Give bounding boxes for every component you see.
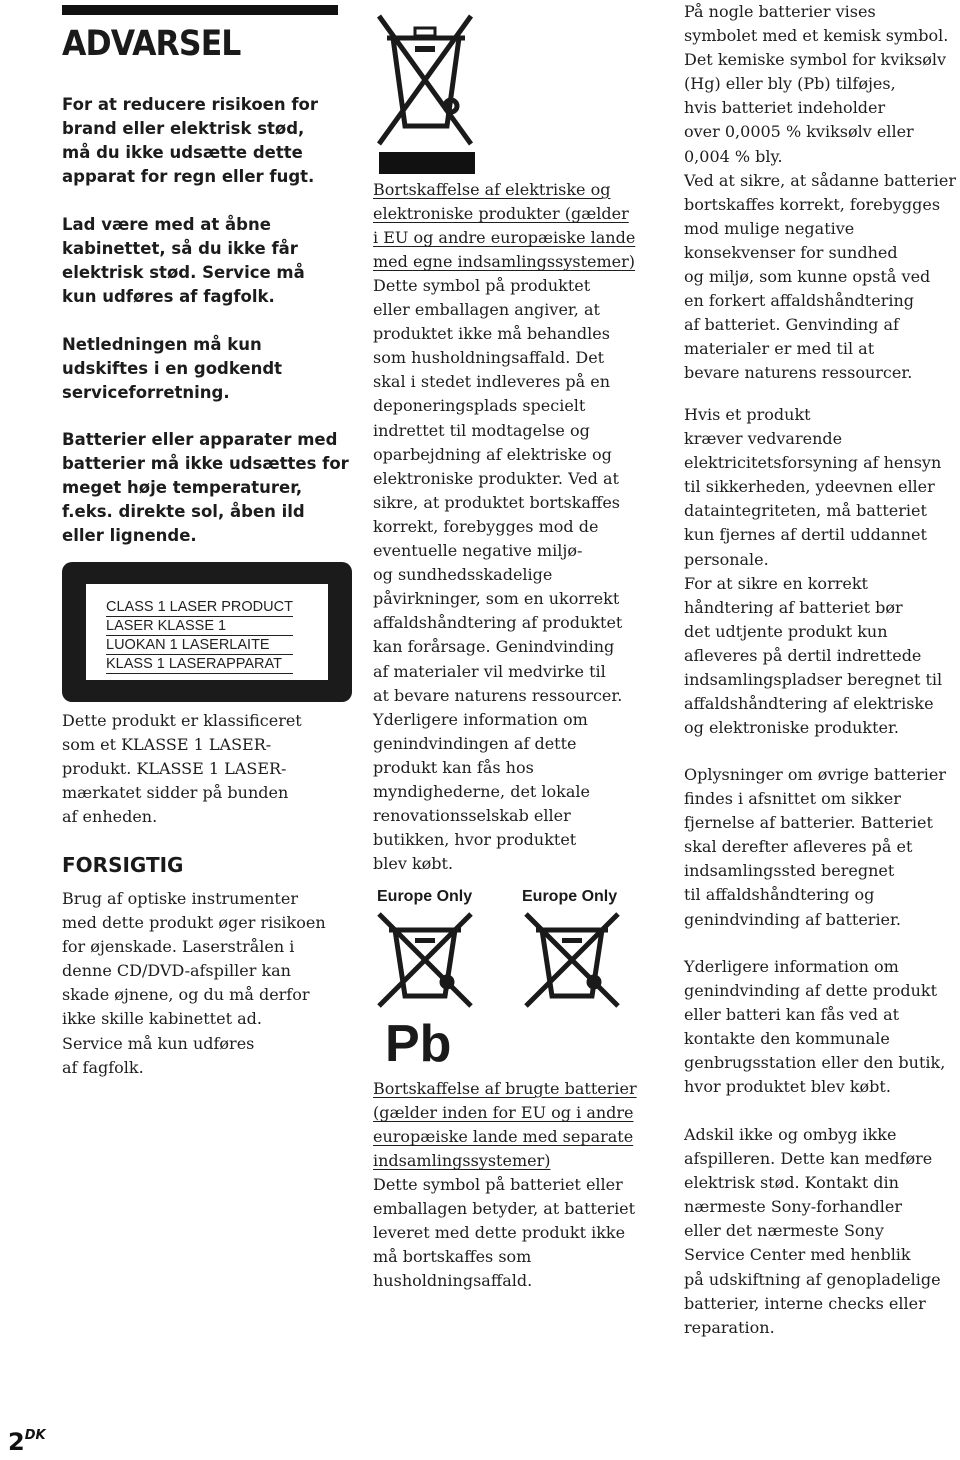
europe-only-label-right: Europe Only — [522, 888, 618, 905]
text-line: Service Center med henblik — [684, 1245, 911, 1265]
recycling-info-text — [684, 955, 945, 1100]
text-line: af batteriet. Genvinding af — [684, 315, 899, 335]
text-line: personale. — [684, 549, 769, 569]
text-line: fjernelse af batterier. Batteriet — [684, 813, 933, 833]
language-code: DK — [24, 1428, 46, 1443]
text-line: Bortskaffelse af brugte batterier — [373, 1079, 637, 1098]
text-line: På nogle batterier vises — [684, 2, 876, 21]
text-line: skal i stedet indleveres på en — [373, 372, 610, 392]
text-line: produkt. KLASSE 1 LASER- — [62, 759, 287, 779]
text-line: indrettet til modtagelse og — [373, 420, 590, 440]
text-line: eller emballagen angiver, at — [373, 300, 600, 320]
text-line: mærkatet sidder på bunden — [62, 783, 289, 803]
crossed-bin-battery-icon-2 — [522, 910, 622, 1010]
text-line: indsamlingssted beregnet — [684, 861, 895, 881]
text-line: affaldshåndtering af produktet — [373, 613, 623, 633]
text-line: af enheden. — [62, 807, 158, 827]
text-line: Dette symbol på batteriet eller — [373, 1175, 623, 1194]
text-line: indsamlingssystemer) — [373, 1151, 551, 1171]
text-line: afleveres på dertil indrettede — [684, 645, 922, 665]
text-line: For at reducere risikoen for — [62, 95, 318, 114]
text-line: myndighederne, det lokale — [373, 781, 590, 801]
text-line: reparation. — [684, 1317, 775, 1337]
text-line: konsekvenser for sundhed — [684, 242, 898, 262]
text-line: Yderligere information om — [373, 709, 588, 729]
text-line: renovationsselskab eller — [373, 806, 571, 826]
text-line: elektroniske produkter (gælder — [373, 204, 629, 224]
text-line: Lad være med at åbne — [62, 215, 271, 234]
text-line: må du ikke udsætte dette — [62, 143, 303, 162]
text-line: bortskaffes korrekt, forebygges — [684, 194, 941, 214]
text-line: CLASS 1 LASER PRODUCT — [106, 599, 293, 615]
text-line: eller det nærmeste Sony — [684, 1221, 884, 1241]
text-line: udskiftes i en godkendt — [62, 359, 283, 378]
text-line: en forkert affaldshåndtering — [684, 291, 915, 311]
battery-chemical-text — [684, 0, 956, 386]
text-line: hvor produktet blev købt. — [684, 1077, 891, 1097]
caution-heading: FORSIGTIG — [62, 853, 184, 877]
text-line: affaldshåndtering af elektriske — [684, 694, 934, 714]
text-line: emballagen betyder, at batteriet — [373, 1199, 636, 1219]
disposal-electronics-heading — [373, 178, 635, 274]
text-line: for øjenskade. Laserstrålen i — [62, 937, 295, 957]
text-line: kabinettet, så du ikke får — [62, 239, 298, 258]
text-line: genindvinding af dette produkt — [684, 981, 937, 1001]
text-line: Det kemiske symbol for kviksølv — [684, 50, 947, 70]
text-line: Ved at sikre, at sådanne batterier — [684, 170, 956, 190]
text-line: korrekt, forebygges mod de — [373, 516, 599, 536]
text-line: batterier, interne checks eller — [684, 1293, 926, 1313]
text-line: butikken, hvor produktet — [373, 830, 577, 850]
text-line: LUOKAN 1 LASERLAITE — [106, 636, 293, 655]
text-line: serviceforretning. — [62, 383, 230, 402]
text-line: Dette produkt er klassificeret — [62, 711, 302, 730]
text-line: dataintegriteten, må batteriet — [684, 501, 927, 521]
text-line: som et KLASSE 1 LASER- — [62, 735, 272, 755]
text-line: og sundhedsskadelige — [373, 565, 553, 585]
text-line: Yderligere information om — [684, 957, 899, 976]
text-line: i EU og andre europæiske lande — [373, 228, 636, 248]
text-line: sikre, at produktet bortskaffes — [373, 492, 620, 512]
top-rule — [62, 5, 338, 15]
text-line: elektricitetsforsyning af hensyn — [684, 453, 942, 473]
text-line: Netledningen må kun — [62, 335, 262, 354]
laser-label-text — [106, 598, 293, 674]
text-line: batterier må ikke udsættes for — [62, 454, 349, 473]
text-line: på udskiftning af genopladelige — [684, 1269, 941, 1289]
text-line: husholdningsaffald. — [373, 1271, 533, 1291]
text-line: mod mulige negative — [684, 218, 855, 238]
text-line: elektroniske produkter. Ved at — [373, 468, 619, 488]
text-line: indsamlingspladser beregnet til — [684, 670, 943, 690]
text-line: over 0,0005 % kviksølv eller — [684, 122, 914, 142]
text-line: genindvinding af batterier. — [684, 909, 901, 929]
text-line: blev købt. — [373, 854, 454, 874]
text-line: bevare naturens ressourcer. — [684, 363, 913, 383]
text-line: kun fjernes af dertil uddannet — [684, 525, 927, 545]
text-line: skal derefter afleveres på et — [684, 837, 913, 857]
text-line: denne CD/DVD-afspiller kan — [62, 961, 291, 981]
warning-cord — [62, 333, 352, 405]
warning-fire — [62, 93, 352, 189]
text-line: (gælder inden for EU og i andre — [373, 1103, 634, 1123]
text-line: genindvindingen af dette — [373, 733, 577, 753]
pb-chemical-symbol: Pb — [385, 1015, 452, 1073]
text-line: Brug af optiske instrumenter — [62, 889, 298, 908]
text-line: Oplysninger om øvrige batterier — [684, 765, 947, 784]
other-batteries-text — [684, 763, 946, 932]
disposal-batteries-heading — [373, 1077, 637, 1173]
text-line: Bortskaffelse af elektriske og — [373, 180, 611, 199]
text-line: skade øjnene, og du må derfor — [62, 985, 310, 1005]
page-number-value: 2 — [8, 1428, 25, 1456]
text-line: af materialer vil medvirke til — [373, 661, 606, 681]
text-line: Hvis et produkt — [684, 405, 811, 424]
text-line: afspilleren. Dette kan medføre — [684, 1149, 933, 1169]
text-line: Adskil ikke og ombyg ikke — [684, 1125, 897, 1144]
text-line: nærmeste Sony-forhandler — [684, 1197, 902, 1217]
disposal-electronics-body — [373, 274, 622, 876]
text-line: Service må kun udføres — [62, 1033, 255, 1053]
text-line: med dette produkt øger risikoen — [62, 913, 326, 933]
text-line: brand eller elektrisk stød, — [62, 119, 305, 138]
laser-class-text — [62, 709, 302, 829]
text-line: eller batteri kan fås ved at — [684, 1005, 900, 1025]
text-line: påvirkninger, som en ukorrekt — [373, 589, 620, 609]
text-line: (Hg) eller bly (Pb) tilføjes, — [684, 74, 896, 94]
text-line: produktet ikke må behandles — [373, 324, 610, 344]
text-line: materialer er med til at — [684, 339, 875, 359]
caution-text — [62, 887, 326, 1080]
battery-removal-text — [684, 403, 942, 740]
text-line: af fagfolk. — [62, 1057, 144, 1077]
text-line: hvis batteriet indeholder — [684, 98, 886, 118]
text-line: findes i afsnittet om sikker — [684, 789, 901, 809]
page-title: ADVARSEL — [62, 24, 241, 64]
text-line: genbrugsstation eller den butik, — [684, 1053, 946, 1073]
text-line: til sikkerheden, ydeevnen eller — [684, 477, 935, 497]
text-line: eventuelle negative miljø- — [373, 541, 583, 561]
text-line: kan forårsage. Genindvinding — [373, 637, 615, 657]
text-line: 0,004 % bly. — [684, 146, 783, 166]
text-line: ikke skille kabinettet ad. — [62, 1009, 262, 1029]
text-line: f.eks. direkte sol, åben ild — [62, 502, 305, 521]
europe-only-label-left: Europe Only — [377, 888, 473, 905]
text-line: at bevare naturens ressourcer. — [373, 685, 623, 705]
text-line: det udtjente produkt kun — [684, 621, 888, 641]
warning-cabinet — [62, 213, 352, 309]
text-line: KLASS 1 LASERAPPARAT — [106, 655, 293, 674]
text-line: håndtering af batteriet bør — [684, 597, 903, 617]
text-line: meget høje temperaturer, — [62, 478, 303, 497]
text-line: elektrisk stød. Kontakt din — [684, 1173, 899, 1193]
text-line: kræver vedvarende — [684, 429, 843, 449]
text-line: Batterier eller apparater med — [62, 430, 338, 449]
text-line: produkt kan fås hos — [373, 757, 534, 777]
text-line: med egne indsamlingssystemer) — [373, 252, 636, 272]
text-line: eller lignende. — [62, 526, 197, 545]
text-line: må bortskaffes som — [373, 1247, 532, 1267]
text-line: leveret med dette produkt ikke — [373, 1223, 626, 1243]
bin-underbar — [379, 152, 475, 174]
text-line: som husholdningsaffald. Det — [373, 348, 605, 368]
disassembly-warning-text — [684, 1123, 941, 1340]
crossed-bin-icon — [375, 8, 475, 148]
disposal-batteries-body — [373, 1173, 635, 1293]
page-number — [8, 1428, 46, 1456]
text-line: og elektroniske produkter. — [684, 718, 899, 738]
text-line: LASER KLASSE 1 — [106, 617, 293, 636]
text-line: symbolet med et kemisk symbol. — [684, 26, 949, 46]
text-line: deponeringsplads specielt — [373, 396, 586, 416]
text-line: til affaldshåndtering og — [684, 885, 875, 905]
text-line: oparbejdning af elektriske og — [373, 444, 612, 464]
crossed-bin-battery-icon — [375, 910, 475, 1010]
text-line: Dette symbol på produktet — [373, 276, 591, 295]
warning-batteries — [62, 428, 352, 548]
text-line: For at sikre en korrekt — [684, 573, 868, 593]
text-line: kun udføres af fagfolk. — [62, 287, 275, 306]
laser-label — [62, 562, 352, 702]
text-line: og miljø, som kunne opstå ved — [684, 267, 931, 287]
text-line: europæiske lande med separate — [373, 1127, 634, 1147]
text-line: kontakte den kommunale — [684, 1029, 890, 1049]
text-line: apparat for regn eller fugt. — [62, 167, 315, 186]
text-line: elektrisk stød. Service må — [62, 263, 305, 282]
